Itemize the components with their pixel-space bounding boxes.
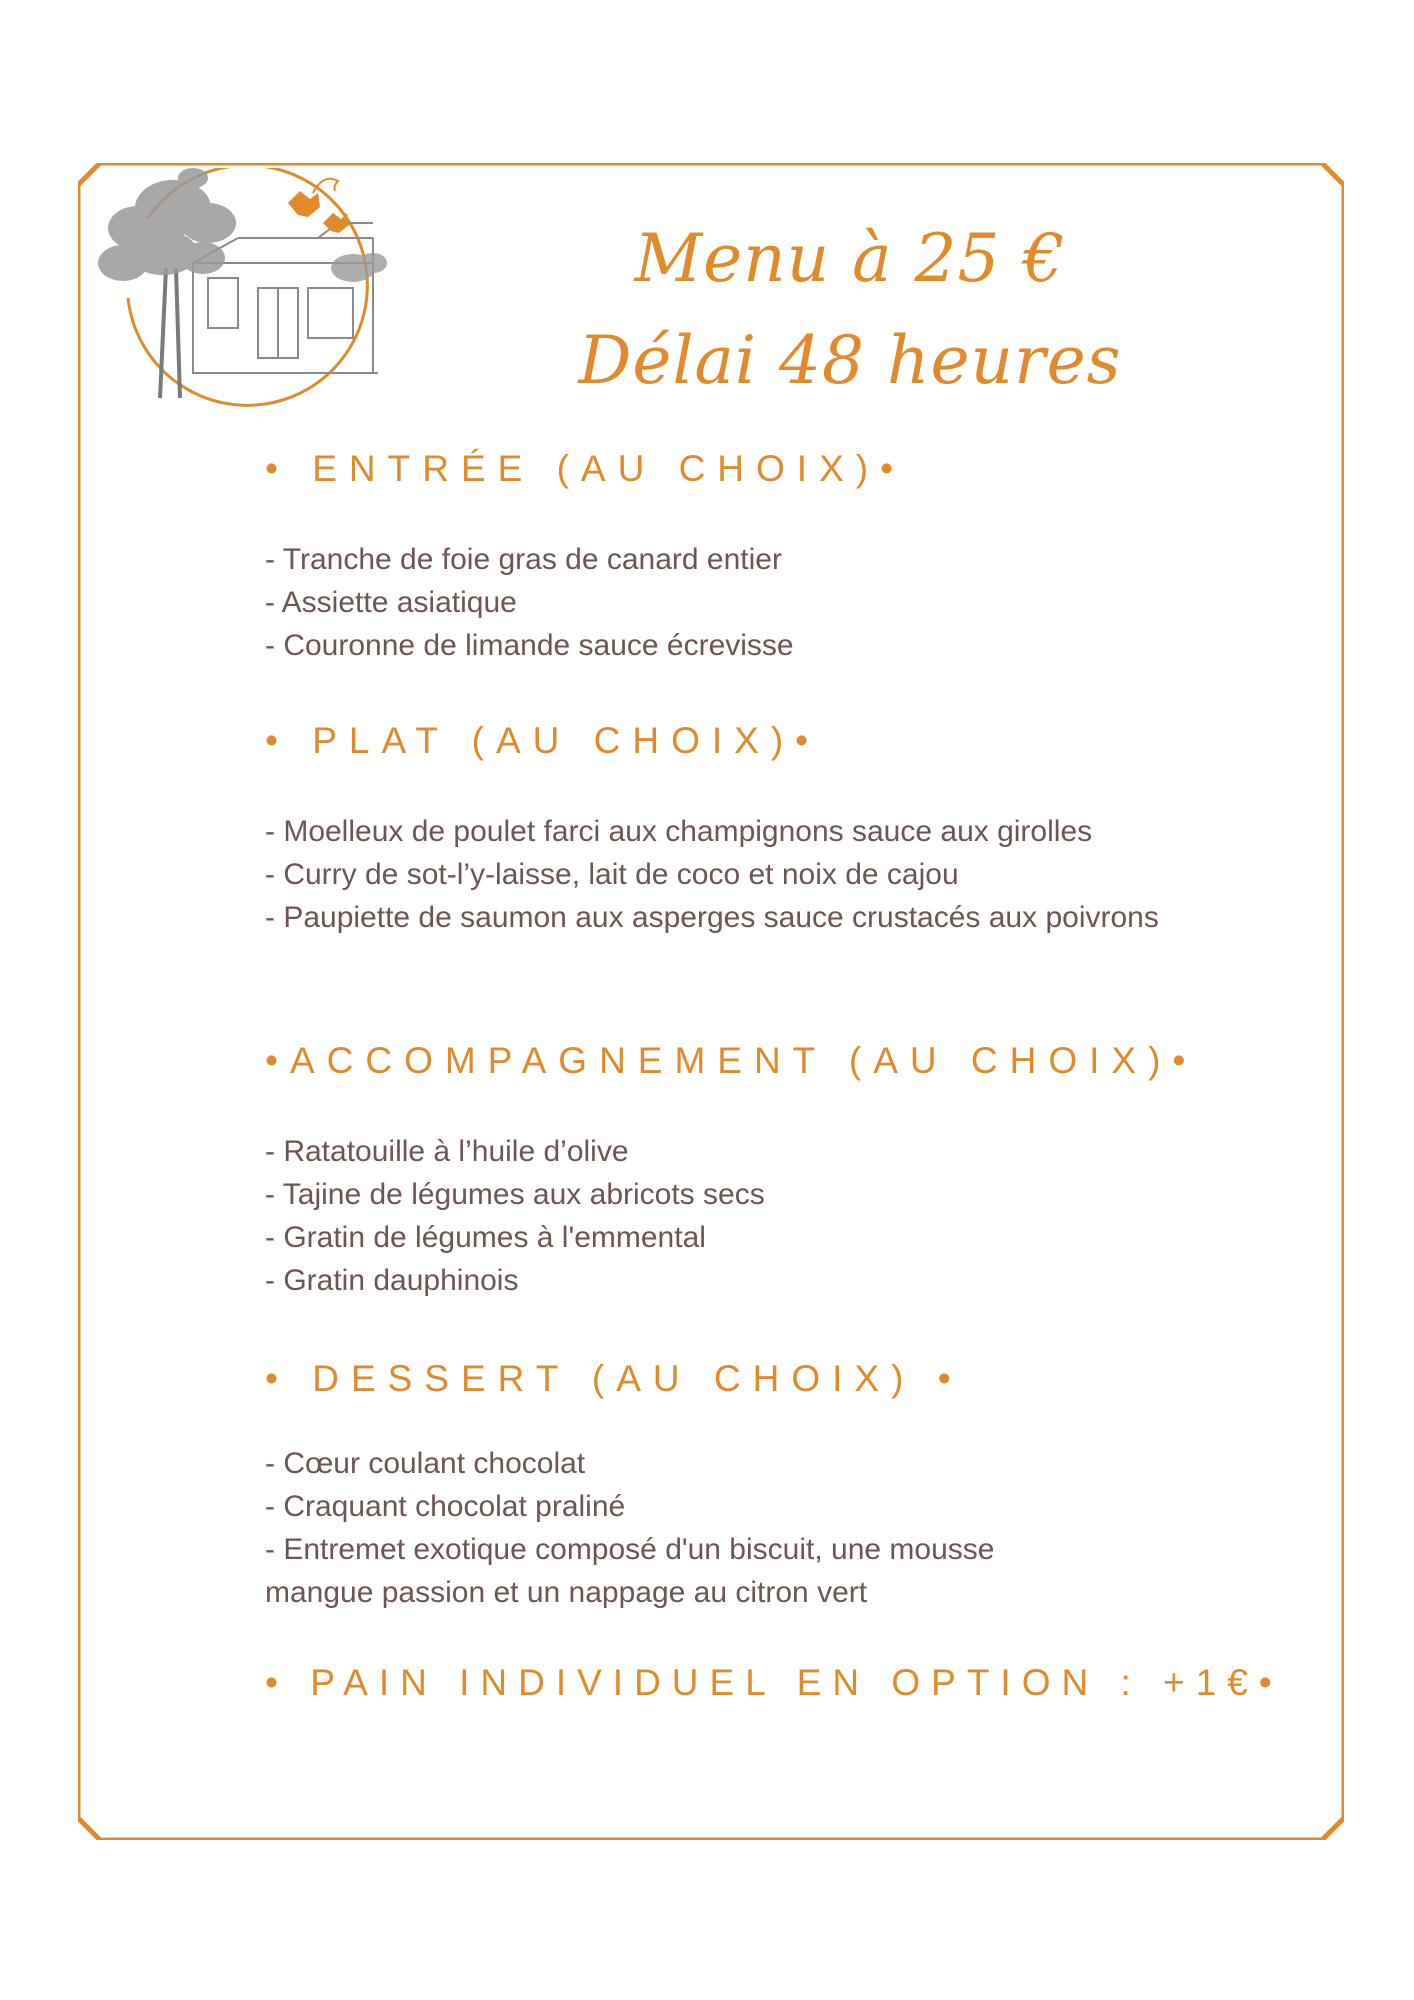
list-item: - Paupiette de saumon aux asperges sauce crustacés aux poivrons (265, 901, 1159, 934)
list-item: - Assiette asiatique (265, 586, 517, 619)
menu-title-line1: Menu à 25 € (634, 220, 1066, 297)
list-item: mangue passion et un nappage au citron vert (265, 1576, 868, 1609)
list-item: - Entremet exotique composé d'un biscuit, une mousse (265, 1533, 995, 1566)
menu-title-line2: Délai 48 heures (578, 322, 1122, 399)
list-accompagnement (265, 1130, 765, 1302)
list-item: - Curry de sot-l’y-laisse, lait de coco et noix de cajou (265, 858, 959, 891)
list-item: - Craquant chocolat praliné (265, 1490, 626, 1523)
list-item: - Gratin de légumes à l'emmental (265, 1221, 706, 1254)
heading-plat: • PLAT (AU CHOIX)• (265, 720, 821, 761)
list-plat (265, 810, 1159, 939)
list-entree (265, 538, 794, 667)
list-item: - Ratatouille à l’huile d’olive (265, 1135, 629, 1168)
heading-dessert: • DESSERT (AU CHOIX) • (265, 1358, 963, 1399)
list-item: - Tajine de légumes aux abricots secs (265, 1178, 765, 1211)
list-item: - Couronne de limande sauce écrevisse (265, 629, 794, 662)
list-item: - Moelleux de poulet farci aux champignons sauce aux girolles (265, 815, 1093, 848)
heading-entree: • ENTRÉE (AU CHOIX)• (265, 448, 906, 489)
house-tree-logo-icon (88, 168, 388, 428)
heading-pain-option: • PAIN INDIVIDUEL EN OPTION : +1€• (265, 1662, 1283, 1703)
list-item: - Tranche de foie gras de canard entier (265, 543, 782, 576)
list-item: - Gratin dauphinois (265, 1264, 519, 1297)
list-item: - Cœur coulant chocolat (265, 1447, 586, 1480)
heading-accompagnement: •ACCOMPAGNEMENT (AU CHOIX)• (265, 1040, 1198, 1081)
list-dessert (265, 1442, 994, 1614)
